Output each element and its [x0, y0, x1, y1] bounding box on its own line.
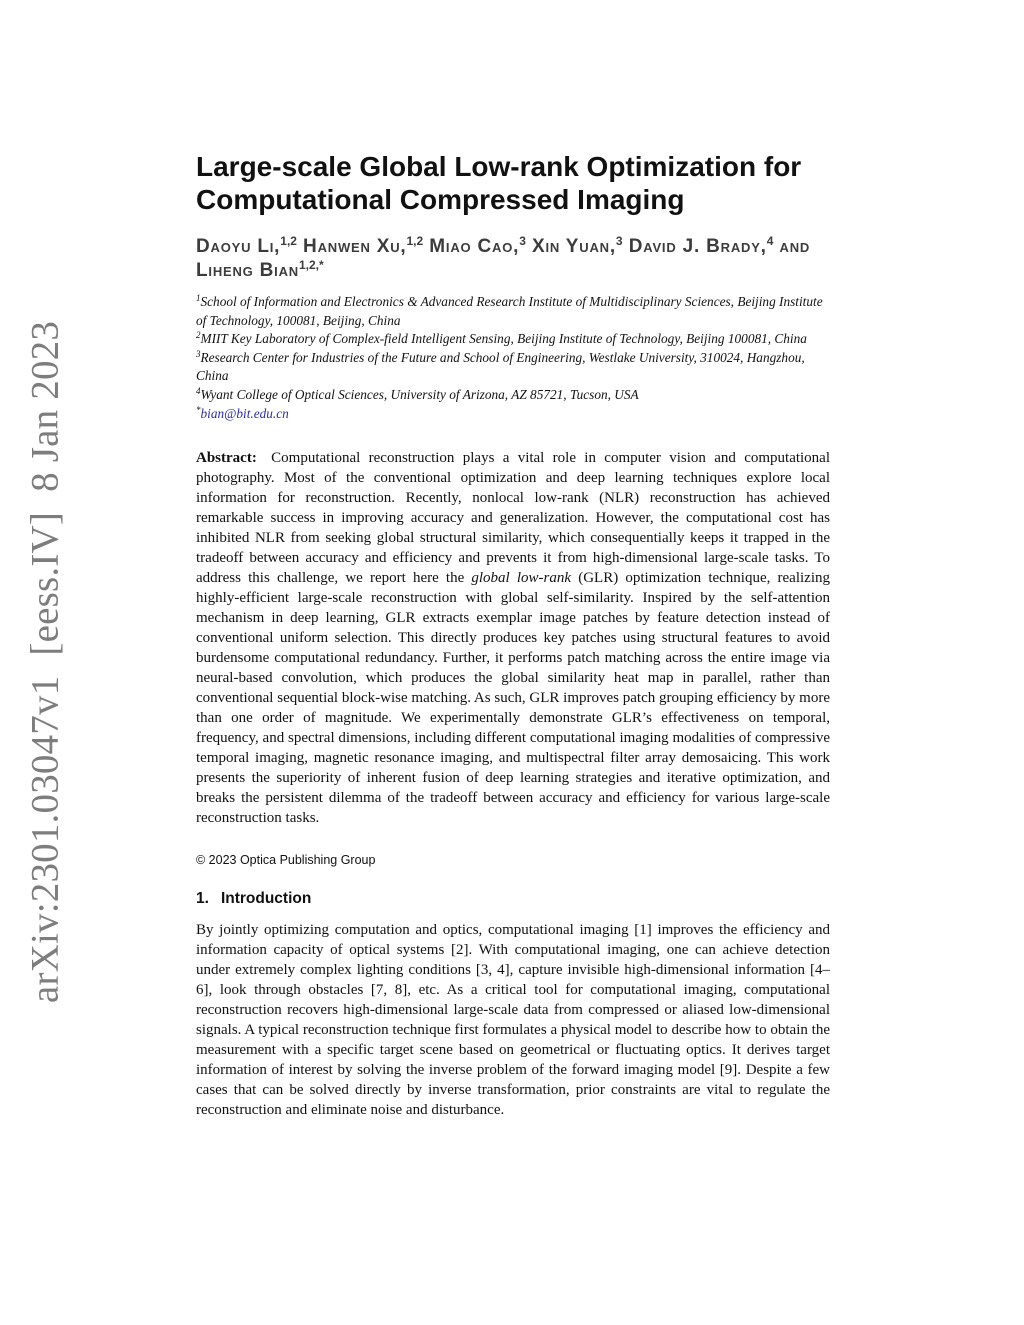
email-link[interactable]: bian@bit.edu.cn: [200, 405, 289, 421]
affiliation: $^2$MIIT Key Laboratory of Complex-field Intelligent Sensing, Beijing Institute of Technology, Beijing 100081, China: [196, 330, 807, 347]
author: David J. Brady,$^4$: [628, 234, 774, 257]
section-title: Introduction: [220, 890, 312, 908]
arxiv-category: [eess.IV]: [23, 511, 67, 656]
arxiv-id[interactable]: arXiv:2301.03047v1: [23, 675, 67, 1004]
author: Hanwen Xu,$^{1,2}$: [303, 234, 424, 257]
introduction-paragraph: By jointly optimizing computation and optics, computational imaging [1] improves the efficiency and information capacity of optical systems [2]. With computational imaging, one can achieve detection under extremely complex lighting conditions [3, 4], capture invisible high-dimensional information [4–6], look through obstacles [7, 8], etc. As a critical tool for computational imaging, computational reconstruction recovers high-dimensional large-scale data from compressed or aliased low-dimensional signals. A typical reconstruction technique first formulates a physical model to describe how to obtain the measurement with a specific target scene based on geometrical or fluctuating optics. It derives target information of interest by solving the inverse problem of the forward imaging model [9]. Despite a few cases that can be solved directly by inverse transformation, prior constraints are vital to regulate the reconstruction and eliminate noise and disturbance.: [196, 922, 830, 1119]
affiliation: $^1$School of Information and Electronics & Advanced Research Institute of Multidisciplinary Sciences, Beijing Institute of Technology, 100081, Beijing, China: [196, 293, 823, 328]
author: and Liheng Bian$^{1,2,*}$: [196, 236, 811, 281]
abstract-text-part1: Computational reconstruction plays a vital role in computer vision and computational photography. Most of the conventional optimization and deep learning techniques explore local information for reconstruction. Recently, nonlocal low-rank (NLR) reconstruction has achieved remarkable success in improving accuracy and generalization. However, the computational cost has inhibited NLR from seeking global structural similarity, which consequentially keeps it trapped in the tradeoff between accuracy and efficiency and prevents it from high-dimensional large-scale tasks. To address this challenge, we report here the: [196, 450, 831, 587]
affiliation: $^3$Research Center for Industries of the Future and School of Engineering, Westlake University, 310024, Hangzhou, China: [196, 348, 805, 384]
section-number: 1.: [196, 890, 209, 908]
author: Daoyu Li,$^{1,2}$: [196, 234, 297, 257]
abstract: [196, 448, 830, 828]
section-heading: [196, 889, 830, 909]
arxiv-sidebar-stamp: [23, 321, 68, 1003]
arxiv-date: 8 Jan 2023: [23, 320, 67, 492]
corresponding-email: *bian@bit.edu.cn: [196, 404, 289, 421]
abstract-text-part2: (GLR) optimization technique, realizing highly-efficient large-scale reconstruction with global self-similarity. Inspired by the self-attention mechanism in deep learning, GLR extracts exemplar image patches by feature detection instead of conventional uniform selection. This directly produces key patches using structural features to avoid burdensome computational redundancy. Further, it performs patch matching across the entire image via neural-based convolution, which produces the global similarity heat map in parallel, rather than conventional sequential block-wise matching. As such, GLR improves patch grouping efficiency by more than one order of magnitude. We experimentally demonstrate GLR’s effectiveness on temporal, frequency, and spectral dimensions, including different computational imaging modalities of compressive temporal imaging, magnetic resonance imaging, and multispectral filter array demosaicing. This work presents the superiority of inherent fusion of deep learning strategies and iterative optimization, and breaks the persistent dilemma of the tradeoff between accuracy and efficiency for various large-scale reconstruction tasks.: [196, 570, 830, 827]
affiliation-list: [196, 293, 830, 423]
copyright-notice: © 2023 Optica Publishing Group: [196, 853, 376, 868]
paper-page: [196, 150, 830, 1120]
abstract-emphasis: global low-rank: [471, 570, 572, 587]
affiliation: $^4$Wyant College of Optical Sciences, University of Arizona, AZ 85721, Tucson, USA: [196, 385, 639, 402]
author-list: [196, 235, 830, 283]
paper-title: Large-scale Global Low-rank Optimization for Computational Compressed Imaging: [196, 151, 802, 215]
author: Xin Yuan,$^3$: [531, 234, 623, 257]
abstract-label: Abstract:: [196, 450, 257, 467]
author: Miao Cao,$^3$: [429, 234, 526, 257]
